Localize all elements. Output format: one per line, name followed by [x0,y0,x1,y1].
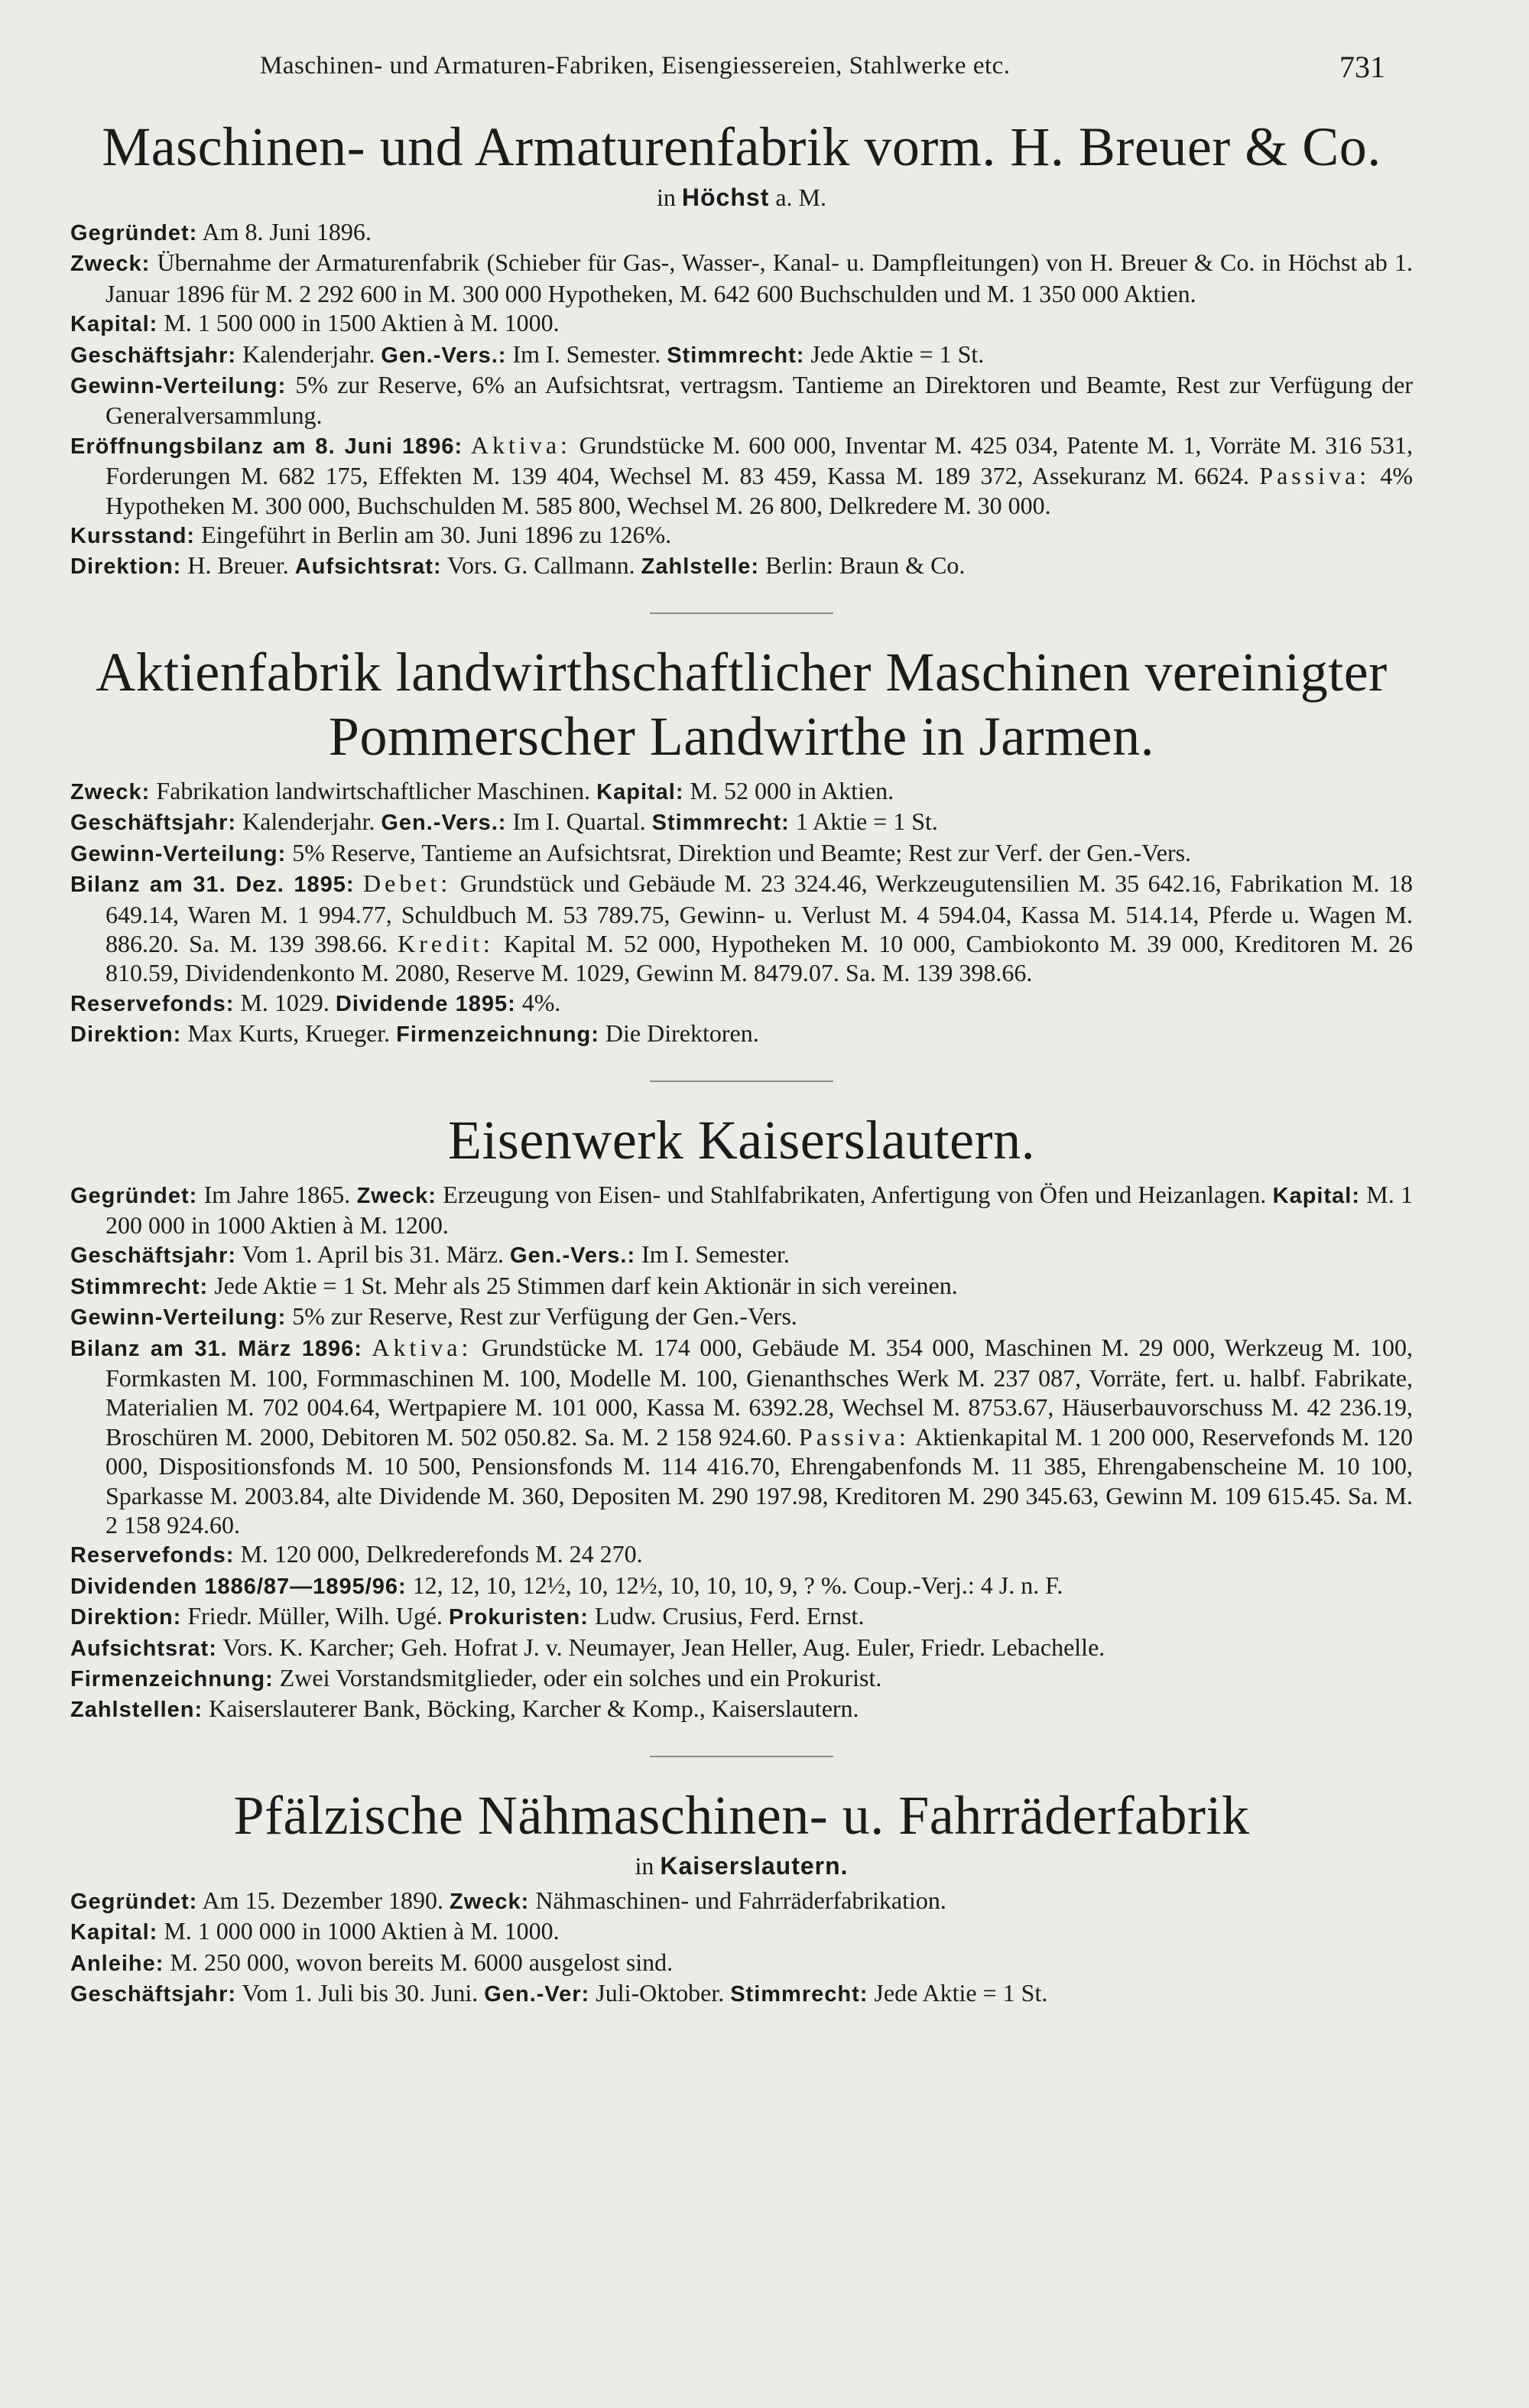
running-header [0,52,1529,90]
entry-quotation: Kursstand: Eingeführt in Berlin am 30. Juni 1896 zu 126%. [70,521,672,549]
entry-capital: Kapital: M. 1 500 000 in 1500 Aktien à M. 1000. [70,309,560,337]
entry-signature: Firmenzeichnung: Zwei Vorstandsmitglieder, oder ein solches und ein Prokurist. [70,1664,882,1692]
entry-reserve: Reservefonds: M. 1029. Dividende 1895: 4%. [70,988,561,1016]
entry-purpose: Zweck: Fabrikation landwirtschaftlicher Maschinen. Kapital: M. 52 000 in Aktien. [70,776,894,804]
section-location: in Höchst a. M. [657,184,826,211]
section-divider [650,1756,833,1757]
entry-supervisory-board: Aufsichtsrat: Vors. K. Karcher; Geh. Hofrat J. v. Neumayer, Jean Heller, Aug. Euler, Friedr. Lebachelle. [70,1633,1105,1661]
section-title: Maschinen- und Armaturenfabrik vorm. H. Breuer & Co. [102,116,1381,177]
location-name: Höchst [681,184,770,211]
entry-management: Direktion: Friedr. Müller, Wilh. Ugé. Prokuristen: Ludw. Crusius, Ferd. Ernst. [70,1602,865,1630]
entry-founded: Gegründet: Im Jahre 1865. Zweck: Erzeugung von Eisen- und Stahlfabrikaten, Anfertigung von Öfen und Heizanlagen. Kapital: M. 1 200 000 in 1000 Aktien à M. 1200. [70,1180,1414,1239]
entry-management: Direktion: Max Kurts, Krueger. Firmenzeichnung: Die Direktoren. [70,1019,759,1048]
entry-founded: Gegründet: Am 15. Dezember 1890. Zweck: Nähmaschinen- und Fahrräderfabrikation. [70,1886,946,1914]
section-breuer [70,115,1413,582]
section-divider [650,1081,833,1082]
section-title-line2: Pommerscher Landwirthe in Jarmen. [328,705,1155,767]
entry-balance: Bilanz am 31. März 1896: Aktiva: Grundstücke M. 174 000, Gebäude M. 354 000, Maschinen M. 29 000, Werkzeug M. 100, Formkasten M. 100, Formmaschinen M. 100, Modelle M. 100, Gienanthsches Werk M. 237 087, Vorräte, fert. u. halbf. Fabrikate, Materialien M. 702 004.64, Wertpapiere M. 101 000, Kassa M. 6392.28, Wechsel M. 8753.67, Häuserbauvorschuss M. 42 236.19, Broschüren M. 2000, Debitoren M. 502 050.82. Sa. M. 2 158 924.60. Passiva: Aktienkapital M. 1 200 000, Reservefonds M. 120 000, Dispositionsfonds M. 10 500, Pensionsfonds M. 114 416.70, Ehrengabenfonds M. 11 385, Ehrengabenscheine M. 10 100, Sparkasse M. 2003.84, alte Dividende M. 360, Depositen M. 290 197.98, Kreditoren M. 290 345.63, Gewinn M. 109 615.45. Sa. M. 2 158 924.60. [70,1333,1414,1539]
entry-voting-right: Stimmrecht: Jede Aktie = 1 St. Mehr als 25 Stimmen darf kein Aktionär in sich vereinen. [70,1271,958,1299]
entry-profit-distribution: Gewinn-Verteilung: 5% zur Reserve, Rest zur Verfügung der Gen.-Vers. [70,1302,797,1331]
entry-business-year: Geschäftsjahr: Vom 1. April bis 31. März. Gen.-Vers.: Im I. Semester. [70,1240,790,1269]
entry-dividends: Dividenden 1886/87—1895/96: 12, 12, 10, 12½, 10, 12½, 10, 10, 10, 9, ? %. Coup.-Verj.: 4 J. n. F. [70,1571,1063,1599]
location-name: Kaiserslautern. [660,1851,849,1880]
section-naehmaschinen [70,1783,1413,2010]
page-content [70,115,1413,2009]
section-title: Pfälzische Nähmaschinen- u. Fahrräderfabrik [233,1784,1250,1846]
entry-business-year: Geschäftsjahr: Vom 1. Juli bis 30. Juni. Gen.-Ver: Juli-Oktober. Stimmrecht: Jede Aktie = 1 St. [70,1979,1048,2007]
entry-balance: Bilanz am 31. Dez. 1895: Debet: Grundstück und Gebäude M. 23 324.46, Werkzeugutensilien M. 35 642.16, Fabrikation M. 18 649.14, Waren M. 1 994.77, Schuldbuch M. 53 789.75, Gewinn- u. Verlust M. 4 594.04, Kassa M. 514.14, Pferde u. Wagen M. 886.20. Sa. M. 139 398.66. Kredit: Kapital M. 52 000, Hypotheken M. 10 000, Cambiokonto M. 39 000, Kreditoren M. 26 810.59, Dividendenkonto M. 2080, Reserve M. 1029, Gewinn M. 8479.07. Sa. M. 139 398.66. [70,869,1414,987]
section-location: in Kaiserslautern. [635,1851,849,1880]
section-divider [650,613,833,614]
entry-business-year: Geschäftsjahr: Kalenderjahr. Gen.-Vers.: Im I. Semester. Stimmrecht: Jede Aktie = 1 St. [70,340,985,368]
entry-paying-agents: Zahlstellen: Kaiserslauterer Bank, Böcking, Karcher & Komp., Kaiserslautern. [70,1695,859,1723]
page-number: 731 [1339,50,1385,84]
entry-reserve: Reservefonds: M. 120 000, Delkrederefonds M. 24 270. [70,1540,643,1568]
section-title: Eisenwerk Kaiserslautern. [447,1109,1036,1171]
section-kaiserslautern-eisenwerk [70,1108,1413,1725]
entry-profit-distribution: Gewinn-Verteilung: 5% Reserve, Tantieme an Aufsichtsrat, Direktion und Beamte; Rest zur Verf. der Gen.-Vers. [70,838,1192,866]
entry-management: Direktion: H. Breuer. Aufsichtsrat: Vors. G. Callmann. Zahlstelle: Berlin: Braun & Co. [70,551,966,580]
entry-business-year: Geschäftsjahr: Kalenderjahr. Gen.-Vers.: Im I. Quartal. Stimmrecht: 1 Aktie = 1 St. [70,808,938,836]
section-jarmen [70,640,1413,1050]
running-header-title: Maschinen- und Armaturen-Fabriken, Eisengiessereien, Stahlwerke etc. [260,52,1011,80]
entry-profit-distribution: Gewinn-Verteilung: 5% zur Reserve, 6% an Aufsichtsrat, vertragsm. Tantieme an Direktoren und Beamte, Rest zur Verfügung der Generalversammlung. [70,371,1414,430]
entry-founded: Gegründet: Am 8. Juni 1896. [70,218,372,245]
entry-loan: Anleihe: M. 250 000, wovon bereits M. 6000 ausgelost sind. [70,1948,674,1976]
entry-capital: Kapital: M. 1 000 000 in 1000 Aktien à M. 1000. [70,1917,560,1945]
section-title-line1: Aktienfabrik landwirthschaftlicher Maschinen vereinigter [96,641,1388,703]
entry-purpose: Zweck: Übernahme der Armaturenfabrik (Schieber für Gas-, Wasser-, Kanal- u. Dampfleitungen) von H. Breuer & Co. in Höchst ab 1. Januar 1896 für M. 2 292 600 in M. 300 000 Hypotheken, M. 642 600 Buchschulden und M. 1 350 000 Aktien. [70,249,1414,307]
entry-opening-balance: Eröffnungsbilanz am 8. Juni 1896: Aktiva: Grundstücke M. 600 000, Inventar M. 425 034, Patente M. 1, Vorräte M. 316 531, Forderungen M. 682 175, Effekten M. 139 404, Wechsel M. 83 459, Kassa M. 189 372, Assekuranz M. 6624. Passiva: 4% Hypotheken M. 300 000, Buchschulden M. 585 800, Wechsel M. 26 800, Delkredere M. 30 000. [70,431,1414,519]
